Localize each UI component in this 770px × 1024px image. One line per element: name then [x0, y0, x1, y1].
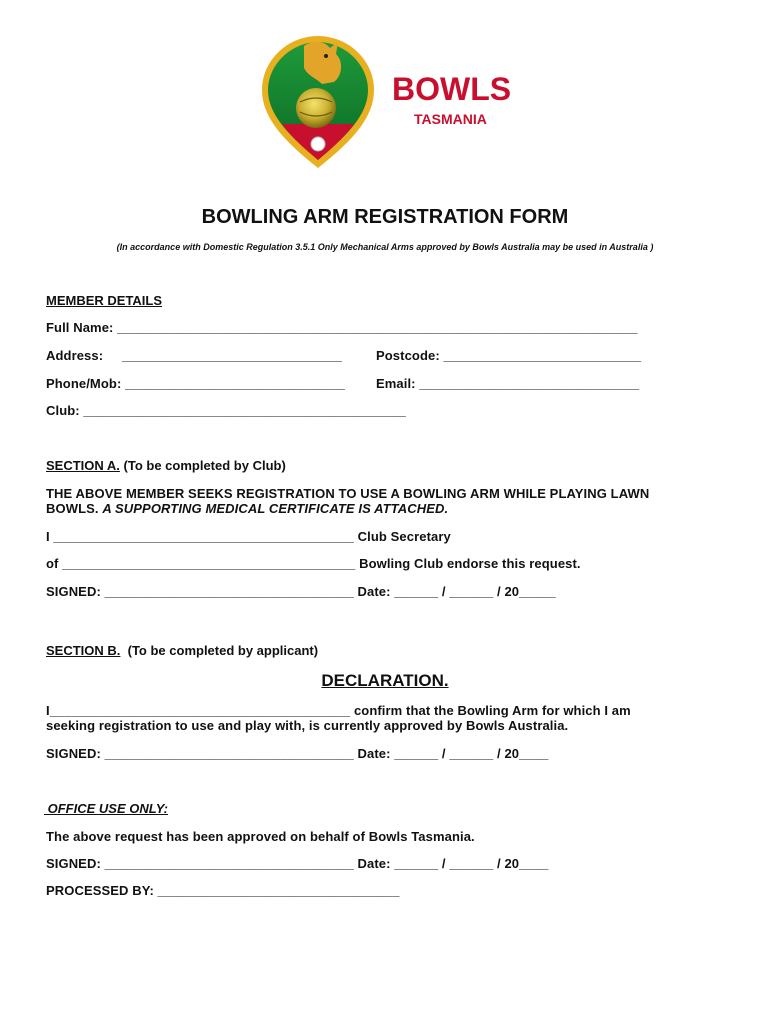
full-name-field[interactable]: Full Name: _______________________________________________________________________ [46, 320, 638, 335]
section-a-note: (To be completed by Club) [119, 458, 286, 473]
medical-certificate-note: A SUPPORTING MEDICAL CERTIFICATE IS ATTACHED. [102, 501, 449, 516]
club-secretary-field[interactable]: I _________________________________________ Club Secretary [46, 529, 451, 544]
processed-by-field[interactable]: PROCESSED BY: _________________________________ [46, 883, 400, 898]
form-subtitle: (In accordance with Domestic Regulation 3.5.1 Only Mechanical Arms approved by Bowls Australia may be used in Australia ) [116, 242, 654, 252]
logo-word-bowls: BOWLS [392, 71, 512, 107]
section-b-label: SECTION B. [46, 643, 121, 658]
logo-word-tasmania: TASMANIA [414, 111, 487, 127]
office-use-heading: OFFICE USE ONLY: [44, 801, 168, 816]
club-field[interactable]: Club: ____________________________________________ [46, 403, 406, 418]
postcode-field[interactable]: Postcode: ___________________________ [376, 348, 642, 363]
section-a-heading [46, 458, 286, 473]
section-b-signed-field[interactable]: SIGNED: __________________________________ Date: ______ / ______ / 20____ [46, 746, 549, 761]
section-a-statement-2a: BOWLS. [46, 501, 103, 516]
office-statement: The above request has been approved on behalf of Bowls Tasmania. [46, 829, 475, 844]
section-a-statement-2 [46, 501, 448, 516]
declaration-line-1[interactable]: I_________________________________________ confirm that the Bowling Arm for which I am [46, 703, 631, 718]
phone-field[interactable]: Phone/Mob: ______________________________ [46, 376, 345, 391]
section-b-heading [46, 643, 318, 658]
bowls-tasmania-logo [258, 32, 518, 172]
section-a-signed-field[interactable]: SIGNED: __________________________________ Date: ______ / ______ / 20_____ [46, 584, 556, 599]
declaration-heading: DECLARATION. [321, 671, 449, 690]
email-field[interactable]: Email: ______________________________ [376, 376, 640, 391]
bowling-club-field[interactable]: of ________________________________________ Bowling Club endorse this request. [46, 556, 581, 571]
form-title: BOWLING ARM REGISTRATION FORM [201, 206, 569, 228]
section-a-label: SECTION A. [46, 458, 120, 473]
section-a-statement-1: THE ABOVE MEMBER SEEKS REGISTRATION TO USE A BOWLING ARM WHILE PLAYING LAWN [46, 486, 650, 501]
office-signed-field[interactable]: SIGNED: __________________________________ Date: ______ / ______ / 20____ [46, 856, 549, 871]
member-details-heading: MEMBER DETAILS [46, 293, 163, 308]
address-field[interactable]: ______________________________ [122, 348, 342, 363]
declaration-line-2: seeking registration to use and play with, is currently approved by Bowls Australia. [46, 718, 569, 733]
address-label: Address: [46, 348, 104, 363]
section-b-note: (To be completed by applicant) [120, 643, 319, 658]
